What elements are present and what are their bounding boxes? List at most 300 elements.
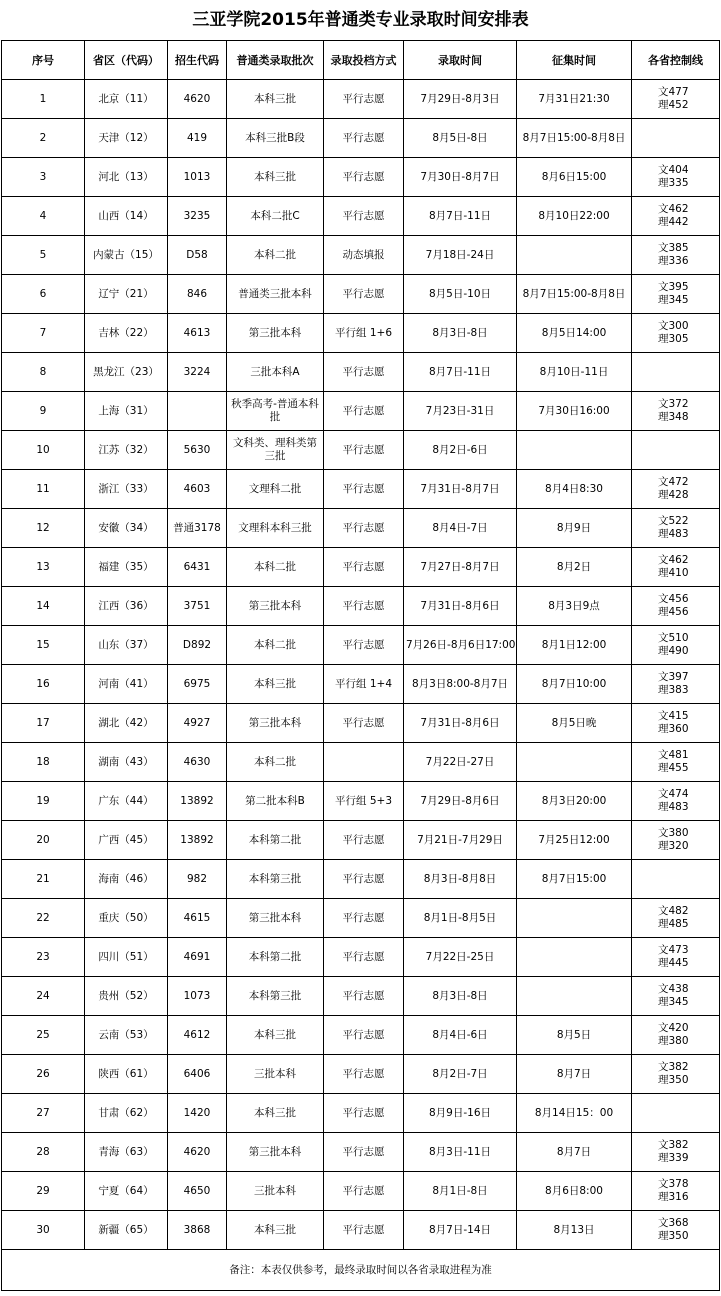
cell-method: 平行组 5+3	[324, 782, 404, 821]
cell-collect-time: 8月7日	[517, 1055, 632, 1094]
table-row	[2, 743, 720, 782]
table-row	[2, 626, 720, 665]
cell-province: 海南（46）	[85, 860, 168, 899]
cell-admit-time: 8月3日-8月8日	[404, 860, 517, 899]
cell-no: 9	[2, 392, 85, 431]
cell-batch: 文科类、理科类第三批	[227, 431, 324, 470]
cell-method: 平行志愿	[324, 977, 404, 1016]
cell-method: 平行志愿	[324, 1016, 404, 1055]
cell-method: 平行志愿	[324, 158, 404, 197]
control-line-science: 理320	[658, 840, 689, 852]
control-line-arts: 文462	[658, 203, 689, 215]
cell-control-line	[632, 587, 720, 626]
cell-batch: 本科三批	[227, 1016, 324, 1055]
cell-no: 16	[2, 665, 85, 704]
control-line-arts: 文477	[658, 86, 689, 98]
cell-method: 平行志愿	[324, 1133, 404, 1172]
cell-control-line	[632, 197, 720, 236]
control-line-arts: 文372	[658, 398, 689, 410]
cell-method: 平行志愿	[324, 1094, 404, 1133]
table-row	[2, 1016, 720, 1055]
control-line-science: 理335	[658, 177, 689, 189]
control-line-science: 理428	[658, 489, 689, 501]
cell-province: 宁夏（64）	[85, 1172, 168, 1211]
header-province: 省区（代码）	[85, 41, 168, 80]
cell-code: 4650	[168, 1172, 227, 1211]
cell-no: 28	[2, 1133, 85, 1172]
cell-province: 吉林（22）	[85, 314, 168, 353]
header-collect-time: 征集时间	[517, 41, 632, 80]
control-line-arts: 文438	[658, 983, 689, 995]
table-row	[2, 548, 720, 587]
cell-code: 3751	[168, 587, 227, 626]
cell-control-line	[632, 509, 720, 548]
table-row	[2, 470, 720, 509]
table-row	[2, 392, 720, 431]
control-line-arts: 文397	[658, 671, 689, 683]
cell-no: 11	[2, 470, 85, 509]
table-row	[2, 80, 720, 119]
cell-code: 4620	[168, 1133, 227, 1172]
cell-batch: 文理科本科三批	[227, 509, 324, 548]
cell-control-line	[632, 938, 720, 977]
cell-admit-time: 8月2日-6日	[404, 431, 517, 470]
cell-method: 平行志愿	[324, 1172, 404, 1211]
table-note: 备注：本表仅供参考，最终录取时间以各省录取进程为准	[2, 1250, 720, 1291]
cell-control-line	[632, 275, 720, 314]
cell-control-line	[632, 236, 720, 275]
cell-no: 6	[2, 275, 85, 314]
cell-code: 6431	[168, 548, 227, 587]
control-line-arts: 文510	[658, 632, 689, 644]
table-row	[2, 1172, 720, 1211]
cell-admit-time: 7月26日-8月6日17:00	[404, 626, 517, 665]
cell-collect-time: 8月5日14:00	[517, 314, 632, 353]
cell-no: 17	[2, 704, 85, 743]
cell-admit-time: 7月23日-31日	[404, 392, 517, 431]
header-admit-time: 录取时间	[404, 41, 517, 80]
cell-province: 北京（11）	[85, 80, 168, 119]
cell-control-line	[632, 860, 720, 899]
table-row	[2, 821, 720, 860]
table-row	[2, 938, 720, 977]
cell-admit-time: 8月3日-8日	[404, 977, 517, 1016]
control-line-arts: 文482	[658, 905, 689, 917]
control-line-arts: 文378	[658, 1178, 689, 1190]
cell-batch: 第三批本科	[227, 587, 324, 626]
cell-batch: 本科第三批	[227, 860, 324, 899]
cell-admit-time: 8月4日-7日	[404, 509, 517, 548]
cell-collect-time: 8月10日22:00	[517, 197, 632, 236]
cell-control-line	[632, 470, 720, 509]
table-row	[2, 977, 720, 1016]
cell-code: 4927	[168, 704, 227, 743]
cell-code	[168, 392, 227, 431]
cell-province: 四川（51）	[85, 938, 168, 977]
cell-code: 1073	[168, 977, 227, 1016]
cell-batch: 文理科二批	[227, 470, 324, 509]
cell-no: 2	[2, 119, 85, 158]
control-line-science: 理345	[658, 294, 689, 306]
cell-code: D58	[168, 236, 227, 275]
control-line-science: 理483	[658, 528, 689, 540]
cell-no: 18	[2, 743, 85, 782]
control-line-science: 理350	[658, 1074, 689, 1086]
control-line-science: 理452	[658, 99, 689, 111]
cell-batch: 本科三批	[227, 1094, 324, 1133]
cell-code: 3224	[168, 353, 227, 392]
cell-control-line	[632, 119, 720, 158]
cell-no: 29	[2, 1172, 85, 1211]
cell-code: 4615	[168, 899, 227, 938]
cell-batch: 秋季高考-普通本科批	[227, 392, 324, 431]
cell-collect-time: 8月3日20:00	[517, 782, 632, 821]
cell-admit-time: 8月7日-14日	[404, 1211, 517, 1250]
cell-batch: 第三批本科	[227, 314, 324, 353]
cell-batch: 第三批本科	[227, 1133, 324, 1172]
cell-method: 平行志愿	[324, 275, 404, 314]
table-row	[2, 314, 720, 353]
control-line-arts: 文472	[658, 476, 689, 488]
cell-batch: 第二批本科B	[227, 782, 324, 821]
cell-method: 动态填报	[324, 236, 404, 275]
cell-no: 19	[2, 782, 85, 821]
cell-province: 甘肃（62）	[85, 1094, 168, 1133]
control-line-science: 理442	[658, 216, 689, 228]
cell-batch: 本科二批C	[227, 197, 324, 236]
control-line-science: 理455	[658, 762, 689, 774]
cell-collect-time	[517, 743, 632, 782]
table-row	[2, 1133, 720, 1172]
cell-code: 4613	[168, 314, 227, 353]
cell-control-line	[632, 431, 720, 470]
cell-province: 天津（12）	[85, 119, 168, 158]
cell-admit-time: 7月29日-8月6日	[404, 782, 517, 821]
cell-code: 846	[168, 275, 227, 314]
admission-schedule-table	[1, 40, 720, 1291]
cell-no: 5	[2, 236, 85, 275]
cell-method: 平行志愿	[324, 197, 404, 236]
cell-admit-time: 7月27日-8月7日	[404, 548, 517, 587]
cell-code: 1420	[168, 1094, 227, 1133]
cell-collect-time: 8月7日15:00-8月8日	[517, 275, 632, 314]
cell-admit-time: 7月21日-7月29日	[404, 821, 517, 860]
table-note-row	[2, 1250, 720, 1291]
cell-batch: 本科二批	[227, 743, 324, 782]
cell-method: 平行志愿	[324, 509, 404, 548]
control-line-arts: 文368	[658, 1217, 689, 1229]
cell-province: 内蒙古（15）	[85, 236, 168, 275]
cell-province: 湖北（42）	[85, 704, 168, 743]
header-code: 招生代码	[168, 41, 227, 80]
table-row	[2, 509, 720, 548]
control-line-science: 理380	[658, 1035, 689, 1047]
table-row	[2, 704, 720, 743]
cell-method: 平行志愿	[324, 704, 404, 743]
cell-code: D892	[168, 626, 227, 665]
cell-no: 13	[2, 548, 85, 587]
cell-collect-time: 8月5日晚	[517, 704, 632, 743]
control-line-science: 理348	[658, 411, 689, 423]
control-line-science: 理336	[658, 255, 689, 267]
cell-admit-time: 8月2日-7日	[404, 1055, 517, 1094]
cell-admit-time: 7月31日-8月7日	[404, 470, 517, 509]
cell-code: 13892	[168, 821, 227, 860]
cell-collect-time: 8月6日8:00	[517, 1172, 632, 1211]
cell-province: 福建（35）	[85, 548, 168, 587]
cell-code: 1013	[168, 158, 227, 197]
cell-collect-time: 8月1日12:00	[517, 626, 632, 665]
cell-code: 4630	[168, 743, 227, 782]
cell-control-line	[632, 704, 720, 743]
cell-code: 982	[168, 860, 227, 899]
table-body	[2, 80, 720, 1250]
control-line-science: 理445	[658, 957, 689, 969]
cell-no: 20	[2, 821, 85, 860]
cell-no: 7	[2, 314, 85, 353]
cell-batch: 本科三批	[227, 80, 324, 119]
cell-admit-time: 8月5日-8日	[404, 119, 517, 158]
cell-province: 青海（63）	[85, 1133, 168, 1172]
cell-province: 浙江（33）	[85, 470, 168, 509]
control-line-arts: 文380	[658, 827, 689, 839]
table-row	[2, 158, 720, 197]
cell-collect-time: 8月3日9点	[517, 587, 632, 626]
cell-collect-time	[517, 899, 632, 938]
cell-no: 3	[2, 158, 85, 197]
control-line-arts: 文474	[658, 788, 689, 800]
cell-admit-time: 7月30日-8月7日	[404, 158, 517, 197]
cell-code: 3868	[168, 1211, 227, 1250]
cell-admit-time: 8月9日-16日	[404, 1094, 517, 1133]
control-line-arts: 文382	[658, 1139, 689, 1151]
cell-province: 辽宁（21）	[85, 275, 168, 314]
cell-code: 4691	[168, 938, 227, 977]
control-line-science: 理410	[658, 567, 689, 579]
cell-admit-time: 8月7日-11日	[404, 353, 517, 392]
control-line-arts: 文420	[658, 1022, 689, 1034]
cell-collect-time: 8月14日15：00	[517, 1094, 632, 1133]
cell-control-line	[632, 392, 720, 431]
cell-method: 平行志愿	[324, 899, 404, 938]
control-line-science: 理305	[658, 333, 689, 345]
control-line-arts: 文462	[658, 554, 689, 566]
table-row	[2, 665, 720, 704]
cell-admit-time: 7月22日-25日	[404, 938, 517, 977]
cell-collect-time: 8月2日	[517, 548, 632, 587]
cell-collect-time: 8月4日8:30	[517, 470, 632, 509]
cell-method: 平行志愿	[324, 392, 404, 431]
cell-control-line	[632, 80, 720, 119]
table-row	[2, 1055, 720, 1094]
cell-control-line	[632, 353, 720, 392]
table-row	[2, 275, 720, 314]
control-line-arts: 文481	[658, 749, 689, 761]
table-row	[2, 236, 720, 275]
cell-no: 26	[2, 1055, 85, 1094]
header-control-line: 各省控制线	[632, 41, 720, 80]
cell-admit-time: 7月29日-8月3日	[404, 80, 517, 119]
cell-admit-time: 8月5日-10日	[404, 275, 517, 314]
cell-province: 河南（41）	[85, 665, 168, 704]
cell-province: 河北（13）	[85, 158, 168, 197]
cell-province: 云南（53）	[85, 1016, 168, 1055]
cell-method: 平行志愿	[324, 431, 404, 470]
cell-no: 30	[2, 1211, 85, 1250]
cell-control-line	[632, 782, 720, 821]
cell-method: 平行志愿	[324, 1055, 404, 1094]
table-header-row	[2, 41, 720, 80]
cell-admit-time: 7月18日-24日	[404, 236, 517, 275]
cell-method: 平行志愿	[324, 353, 404, 392]
cell-control-line	[632, 665, 720, 704]
control-line-arts: 文404	[658, 164, 689, 176]
table-row	[2, 353, 720, 392]
control-line-arts: 文395	[658, 281, 689, 293]
cell-code: 5630	[168, 431, 227, 470]
control-line-arts: 文473	[658, 944, 689, 956]
cell-collect-time	[517, 236, 632, 275]
cell-province: 广西（45）	[85, 821, 168, 860]
cell-collect-time: 7月31日21:30	[517, 80, 632, 119]
cell-collect-time: 8月10日-11日	[517, 353, 632, 392]
cell-collect-time	[517, 938, 632, 977]
cell-batch: 本科二批	[227, 548, 324, 587]
control-line-science: 理485	[658, 918, 689, 930]
control-line-arts: 文456	[658, 593, 689, 605]
cell-no: 8	[2, 353, 85, 392]
control-line-science: 理350	[658, 1230, 689, 1242]
page-title: 三亚学院2015年普通类专业录取时间安排表	[192, 10, 529, 30]
table-row	[2, 119, 720, 158]
cell-province: 山东（37）	[85, 626, 168, 665]
cell-control-line	[632, 821, 720, 860]
cell-control-line	[632, 1172, 720, 1211]
header-no: 序号	[2, 41, 85, 80]
cell-collect-time	[517, 977, 632, 1016]
cell-control-line	[632, 314, 720, 353]
cell-admit-time: 8月3日-11日	[404, 1133, 517, 1172]
control-line-science: 理316	[658, 1191, 689, 1203]
cell-province: 江苏（32）	[85, 431, 168, 470]
control-line-arts: 文385	[658, 242, 689, 254]
cell-batch: 本科第三批	[227, 977, 324, 1016]
cell-province: 贵州（52）	[85, 977, 168, 1016]
cell-control-line	[632, 626, 720, 665]
cell-method: 平行志愿	[324, 626, 404, 665]
cell-collect-time: 7月25日12:00	[517, 821, 632, 860]
table-row	[2, 782, 720, 821]
cell-no: 23	[2, 938, 85, 977]
cell-no: 1	[2, 80, 85, 119]
cell-admit-time: 8月3日-8日	[404, 314, 517, 353]
cell-code: 普通3178	[168, 509, 227, 548]
cell-no: 25	[2, 1016, 85, 1055]
cell-control-line	[632, 1016, 720, 1055]
cell-admit-time: 8月1日-8日	[404, 1172, 517, 1211]
cell-batch: 本科第二批	[227, 938, 324, 977]
control-line-arts: 文300	[658, 320, 689, 332]
cell-method: 平行志愿	[324, 119, 404, 158]
cell-code: 6975	[168, 665, 227, 704]
cell-collect-time: 7月30日16:00	[517, 392, 632, 431]
cell-control-line	[632, 1055, 720, 1094]
cell-admit-time: 7月31日-8月6日	[404, 587, 517, 626]
cell-no: 24	[2, 977, 85, 1016]
cell-province: 安徽（34）	[85, 509, 168, 548]
cell-collect-time: 8月7日15:00-8月8日	[517, 119, 632, 158]
cell-collect-time: 8月7日15:00	[517, 860, 632, 899]
cell-code: 6406	[168, 1055, 227, 1094]
cell-method: 平行志愿	[324, 470, 404, 509]
cell-province: 广东（44）	[85, 782, 168, 821]
control-line-science: 理490	[658, 645, 689, 657]
cell-batch: 第三批本科	[227, 899, 324, 938]
table-row	[2, 197, 720, 236]
control-line-arts: 文382	[658, 1061, 689, 1073]
cell-batch: 本科三批B段	[227, 119, 324, 158]
cell-code: 4620	[168, 80, 227, 119]
control-line-science: 理360	[658, 723, 689, 735]
cell-no: 14	[2, 587, 85, 626]
cell-batch: 本科三批	[227, 665, 324, 704]
cell-batch: 本科第二批	[227, 821, 324, 860]
cell-control-line	[632, 1133, 720, 1172]
cell-province: 新疆（65）	[85, 1211, 168, 1250]
table-row	[2, 1211, 720, 1250]
cell-batch: 普通类三批本科	[227, 275, 324, 314]
cell-control-line	[632, 899, 720, 938]
cell-admit-time: 7月31日-8月6日	[404, 704, 517, 743]
cell-batch: 本科二批	[227, 626, 324, 665]
cell-control-line	[632, 977, 720, 1016]
cell-admit-time: 8月7日-11日	[404, 197, 517, 236]
control-line-science: 理383	[658, 684, 689, 696]
cell-batch: 本科三批	[227, 1211, 324, 1250]
cell-method: 平行志愿	[324, 80, 404, 119]
cell-method: 平行志愿	[324, 938, 404, 977]
cell-method: 平行组 1+4	[324, 665, 404, 704]
table-row	[2, 860, 720, 899]
cell-batch: 本科二批	[227, 236, 324, 275]
cell-method	[324, 743, 404, 782]
cell-collect-time	[517, 431, 632, 470]
cell-no: 27	[2, 1094, 85, 1133]
cell-admit-time: 8月4日-6日	[404, 1016, 517, 1055]
cell-admit-time: 7月22日-27日	[404, 743, 517, 782]
control-line-arts: 文415	[658, 710, 689, 722]
table-row	[2, 1094, 720, 1133]
table-row	[2, 431, 720, 470]
cell-no: 22	[2, 899, 85, 938]
cell-admit-time: 8月1日-8月5日	[404, 899, 517, 938]
control-line-science: 理483	[658, 801, 689, 813]
cell-method: 平行志愿	[324, 548, 404, 587]
cell-code: 3235	[168, 197, 227, 236]
cell-control-line	[632, 743, 720, 782]
cell-method: 平行志愿	[324, 821, 404, 860]
cell-code: 419	[168, 119, 227, 158]
cell-collect-time: 8月7日10:00	[517, 665, 632, 704]
cell-province: 上海（31）	[85, 392, 168, 431]
cell-no: 10	[2, 431, 85, 470]
header-batch: 普通类录取批次	[227, 41, 324, 80]
control-line-science: 理345	[658, 996, 689, 1008]
cell-no: 15	[2, 626, 85, 665]
cell-collect-time: 8月6日15:00	[517, 158, 632, 197]
control-line-science: 理456	[658, 606, 689, 618]
cell-province: 湖南（43）	[85, 743, 168, 782]
